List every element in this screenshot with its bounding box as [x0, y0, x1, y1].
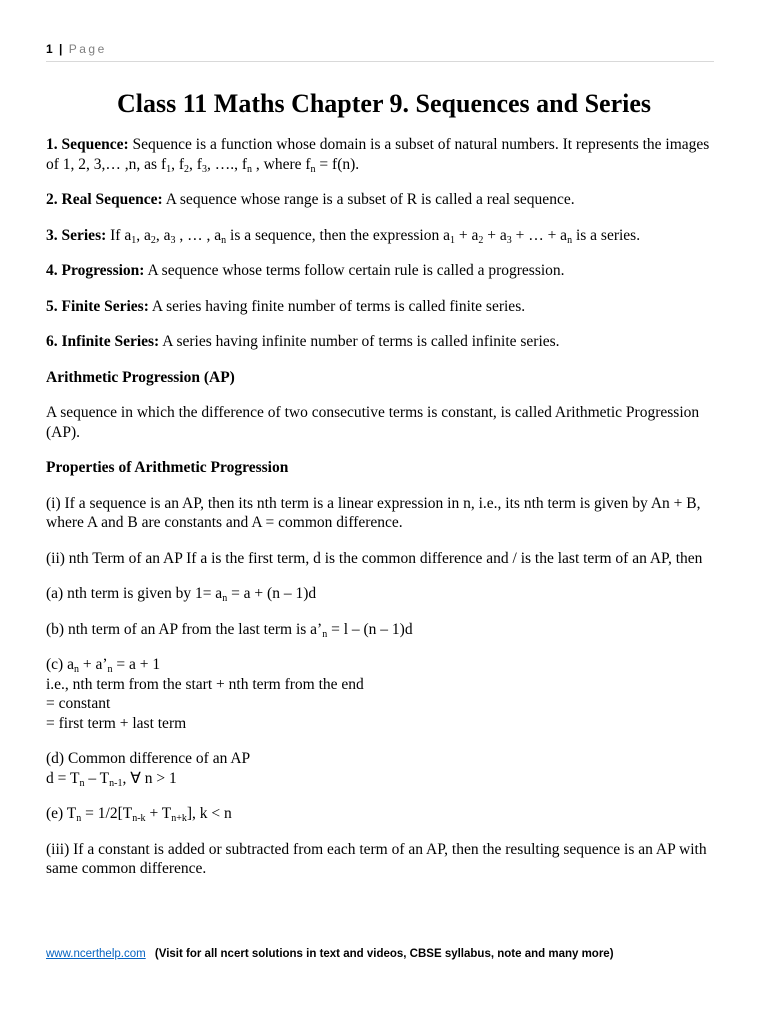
subscript: 3 — [170, 234, 176, 246]
subscript: 3 — [506, 234, 512, 246]
subscript: 3 — [201, 163, 207, 175]
definition-text: , … , a — [175, 226, 222, 244]
property-ii-d — [46, 749, 716, 788]
definition-sequence — [46, 135, 716, 174]
formula-text: + a’ — [78, 656, 108, 673]
formula-text: (c) a — [46, 656, 74, 673]
page-number: 1 — [46, 42, 54, 56]
definition-text: A sequence whose terms follow certain rule is called a progression. — [144, 262, 565, 279]
formula-text: , ∀ n > 1 — [122, 769, 177, 787]
subscript: n-1 — [109, 777, 123, 789]
website-link[interactable]: www.ncerthelp.com — [46, 948, 146, 960]
formula-text: = 1/2[T — [81, 805, 133, 822]
subscript: n — [76, 813, 82, 824]
definition-text: = f(n). — [315, 155, 360, 173]
formula-text: (b) nth term of an AP from the last term is a’ — [46, 620, 323, 638]
formula-text: – T — [84, 769, 110, 787]
formula-text: d = T — [46, 769, 80, 787]
formula-text: = a + 1 — [112, 656, 161, 673]
formula-text: (e) T — [46, 805, 77, 822]
section-heading-ap: Arithmetic Progression (AP) — [46, 368, 235, 386]
subscript: n — [310, 163, 316, 175]
footer-note: (Visit for all ncert solutions in text and videos, CBSE syllabus, note and many more) — [154, 948, 614, 960]
definition-text: , f — [189, 155, 202, 173]
definition-text: , f — [171, 155, 185, 173]
formula-line: i.e., nth term from the start + nth term from the end — [46, 675, 364, 693]
formula-text: = l – (n – 1)d — [327, 620, 413, 638]
definition-label: 6. Infinite Series: — [46, 333, 160, 350]
formula-text: ], k < n — [186, 805, 232, 822]
definition-text: , a — [155, 226, 171, 244]
subscript: 1 — [166, 163, 172, 175]
definition-infinite-series — [46, 332, 716, 352]
formula-line: (d) Common difference of an AP — [46, 750, 251, 767]
definition-text: A series having finite number of terms is called finite series. — [148, 297, 526, 315]
definition-label: 3. Series: — [46, 226, 107, 244]
definition-text: , where f — [252, 155, 311, 173]
definition-label: 4. Progression: — [46, 262, 145, 279]
subscript: 1 — [449, 234, 455, 246]
property-ii-b — [46, 620, 716, 640]
subscript: n — [221, 234, 227, 246]
subscript: 2 — [184, 163, 190, 175]
ap-definition: A sequence in which the difference of two consecutive terms is constant, is called Arithmetic Progression (AP). — [46, 404, 700, 441]
definition-text: A series having infinite number of terms is called infinite series. — [159, 333, 560, 350]
definition-text: A sequence whose range is a subset of R is called a real sequence. — [162, 191, 575, 208]
property-ii-c — [46, 655, 716, 733]
subscript: n — [567, 234, 573, 246]
property-i: (i) If a sequence is an AP, then its nth term is a linear expression in n, i.e., its nth term is given by An + B, where A and B are constants and A = common difference. — [46, 494, 701, 531]
property-ii-a — [46, 584, 716, 604]
definition-label: 5. Finite Series: — [46, 297, 149, 315]
property-ii-e — [46, 804, 716, 824]
definition-real-sequence — [46, 190, 716, 210]
subscript: n — [107, 664, 113, 675]
property-iii: (iii) If a constant is added or subtracted from each term of an AP, then the resulting sequence is an AP with same common difference. — [46, 840, 707, 877]
subscript: 1 — [131, 234, 137, 246]
definition-text: + … + a — [511, 226, 568, 244]
document-body — [46, 135, 716, 895]
subscript: n — [73, 664, 79, 675]
definition-text: is a series. — [572, 226, 641, 244]
formula-text: (a) nth term is given by 1= a — [46, 585, 223, 602]
subscript: n — [247, 163, 253, 175]
page-header — [46, 42, 107, 56]
definition-text: , …., f — [206, 155, 248, 173]
subscript: n — [222, 593, 228, 604]
definition-label: 1. Sequence: — [46, 136, 129, 153]
definition-text: If a — [106, 226, 132, 244]
subscript: 2 — [150, 234, 156, 246]
definition-text: Sequence is a function whose domain is a subset of natural numbers. It represents the images of 1, 2, 3,… ,n, as f — [46, 136, 710, 173]
subscript: n-k — [132, 813, 146, 824]
definition-progression — [46, 261, 716, 281]
definition-series — [46, 226, 716, 246]
definition-text: is a sequence, then the expression a — [226, 226, 450, 244]
page-footer — [46, 948, 614, 960]
header-separator: | — [59, 42, 63, 56]
definition-finite-series — [46, 297, 716, 317]
definition-text: , a — [136, 226, 151, 244]
property-ii: (ii) nth Term of an AP If a is the first term, d is the common difference and / is the last term of an AP, then — [46, 549, 703, 567]
formula-text: = a + (n – 1)d — [227, 585, 317, 602]
definition-text: + a — [483, 226, 507, 244]
subscript: n — [79, 777, 85, 789]
page-word: Page — [68, 42, 107, 56]
page-title: Class 11 Maths Chapter 9. Sequences and Series — [116, 89, 651, 118]
subscript: n — [322, 628, 328, 640]
header-rule — [46, 61, 714, 62]
formula-line: = first term + last term — [46, 714, 187, 732]
formula-text: + T — [145, 805, 172, 822]
definition-text: + a — [454, 226, 479, 244]
definition-label: 2. Real Sequence: — [46, 191, 163, 208]
subscript: n+k — [171, 813, 187, 824]
formula-line: = constant — [46, 695, 111, 712]
subscript: 2 — [478, 234, 484, 246]
section-heading-properties: Properties of Arithmetic Progression — [46, 459, 289, 476]
